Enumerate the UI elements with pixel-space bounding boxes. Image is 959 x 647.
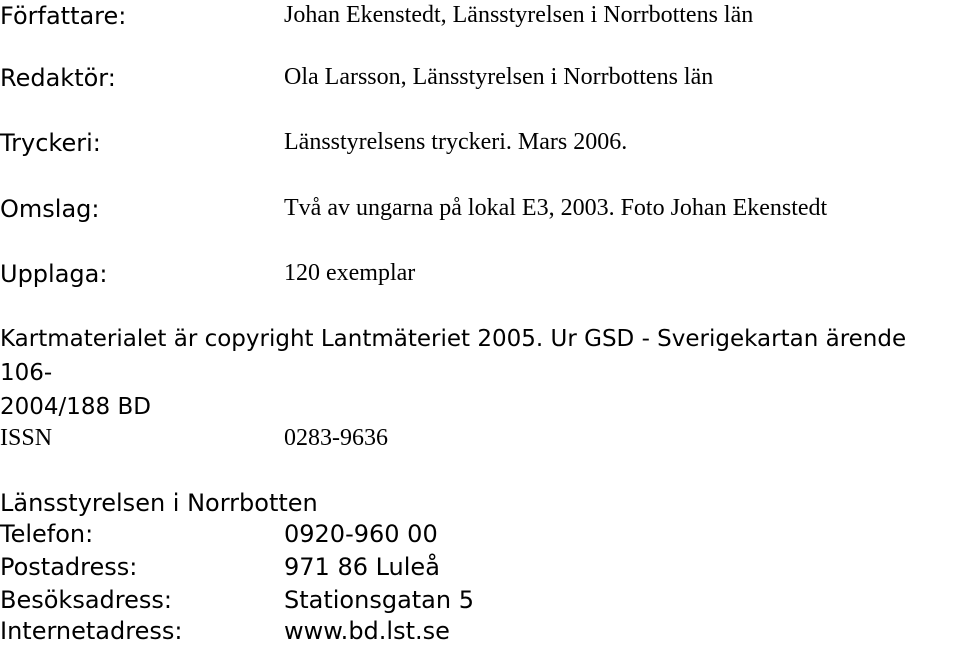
issn-row bbox=[0, 425, 959, 455]
credit-value: Johan Ekenstedt, Länsstyrelsen i Norrbottens län bbox=[284, 2, 754, 28]
contact-value: Stationsgatan 5 bbox=[284, 586, 474, 614]
contact-row-web bbox=[0, 617, 959, 647]
credit-value: Länsstyrelsens tryckeri. Mars 2006. bbox=[284, 129, 628, 155]
credit-label: Författare: bbox=[0, 2, 127, 30]
contact-label: Postadress: bbox=[0, 553, 138, 581]
credit-label: Redaktör: bbox=[0, 64, 116, 92]
credit-row-editor bbox=[0, 64, 959, 94]
copyright-line-1: Kartmaterialet är copyright Lantmäteriet 2005. Ur GSD - Sverigekartan ärende 106- bbox=[0, 326, 907, 386]
credit-label: Upplaga: bbox=[0, 260, 108, 288]
credit-value: 120 exemplar bbox=[284, 260, 416, 286]
contact-organization-row bbox=[0, 489, 959, 519]
contact-row-visit bbox=[0, 586, 959, 616]
credit-label: Tryckeri: bbox=[0, 129, 101, 157]
credit-row-author bbox=[0, 2, 959, 32]
contact-value: www.bd.lst.se bbox=[284, 617, 450, 645]
credit-row-cover bbox=[0, 195, 959, 225]
issn-label: ISSN bbox=[0, 425, 53, 451]
contact-label: Telefon: bbox=[0, 520, 94, 548]
contact-row-postal bbox=[0, 553, 959, 583]
contact-value: 971 86 Luleå bbox=[284, 553, 440, 581]
credit-row-edition bbox=[0, 260, 959, 290]
credit-value: Två av ungarna på lokal E3, 2003. Foto Johan Ekenstedt bbox=[284, 195, 828, 221]
credit-label: Omslag: bbox=[0, 195, 100, 223]
contact-label: Internetadress: bbox=[0, 617, 183, 645]
copyright-line-2: 2004/188 BD bbox=[0, 394, 151, 420]
contact-row-phone bbox=[0, 520, 959, 550]
credit-value: Ola Larsson, Länsstyrelsen i Norrbottens län bbox=[284, 64, 714, 90]
copyright-notice bbox=[0, 322, 959, 424]
issn-value: 0283-9636 bbox=[284, 425, 388, 451]
contact-label: Besöksadress: bbox=[0, 586, 172, 614]
credit-row-printer bbox=[0, 129, 959, 159]
contact-organization: Länsstyrelsen i Norrbotten bbox=[0, 489, 318, 517]
contact-value: 0920-960 00 bbox=[284, 520, 438, 548]
